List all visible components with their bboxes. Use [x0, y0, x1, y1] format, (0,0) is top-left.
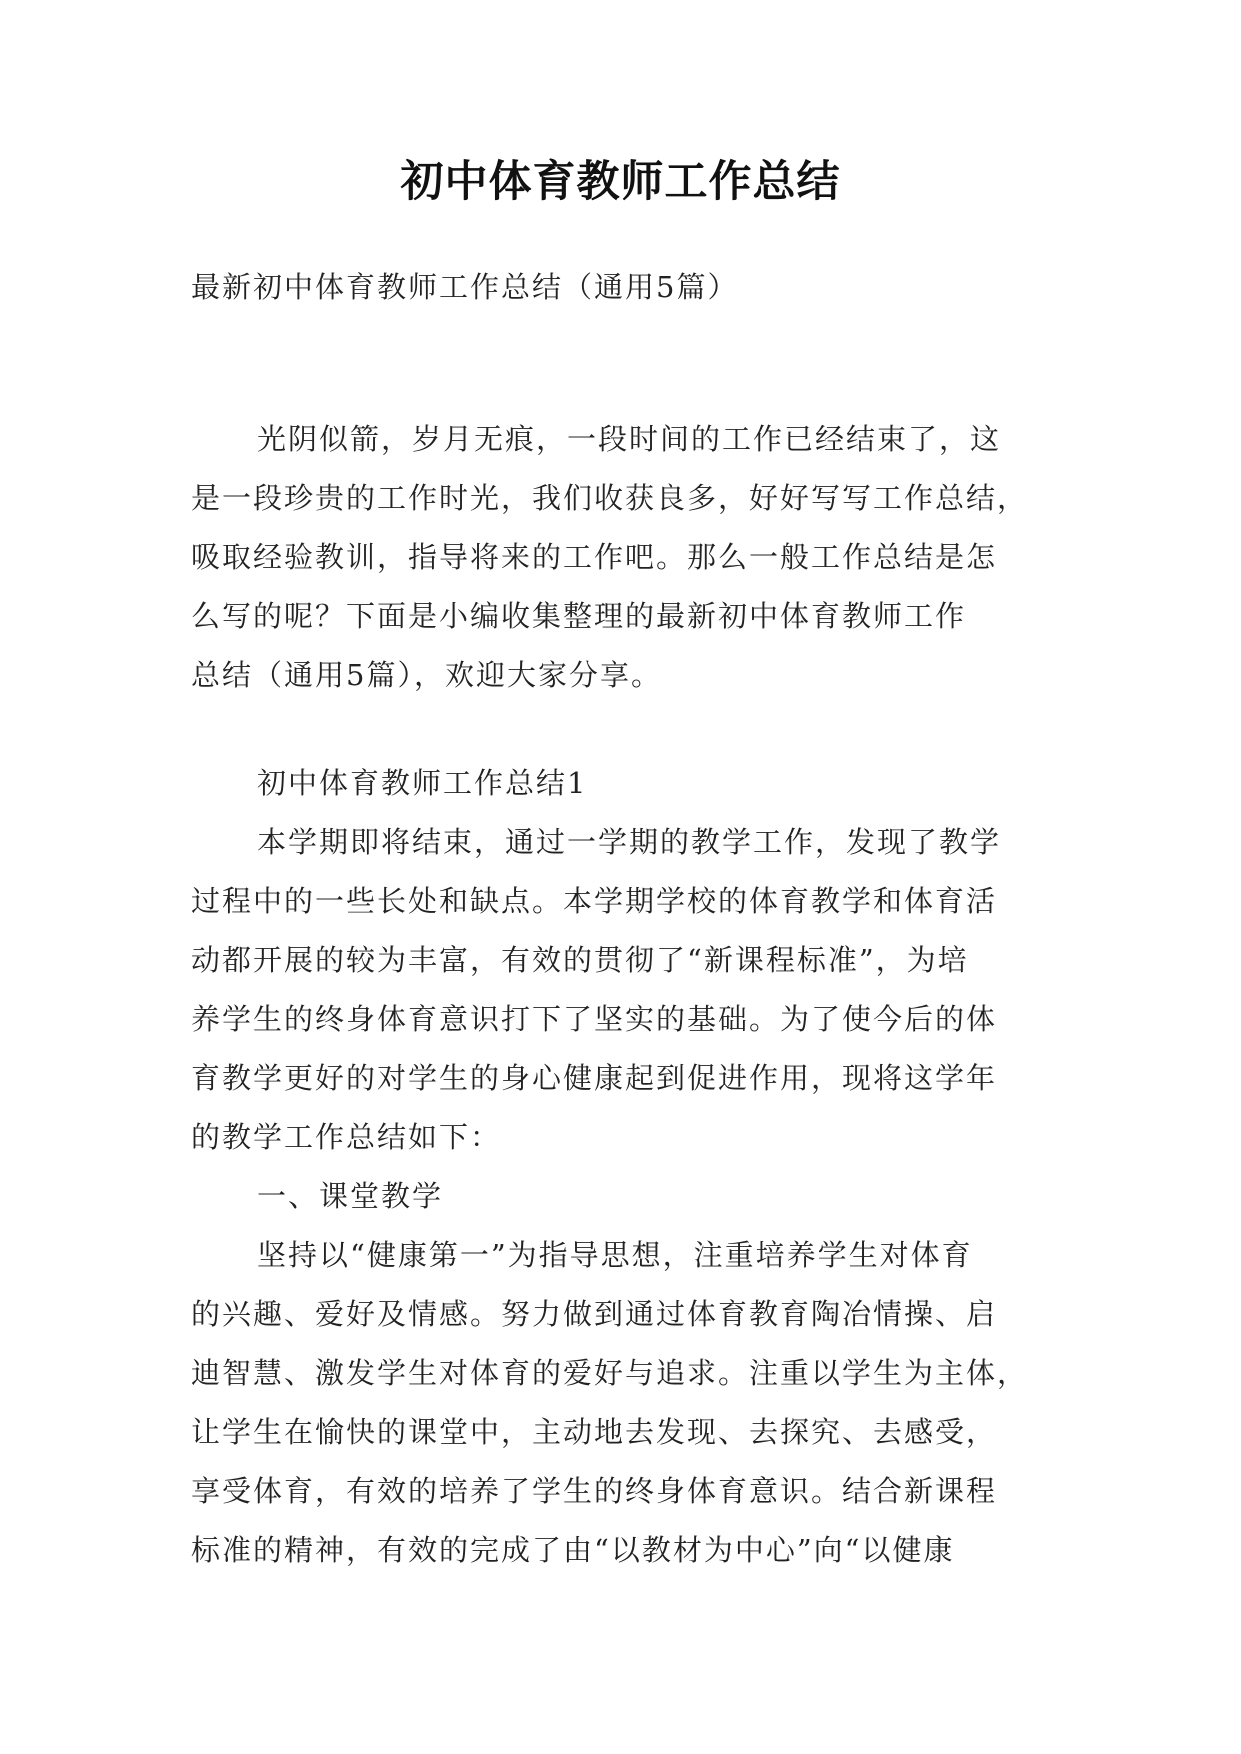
section-heading: 初中体育教师工作总结1: [257, 766, 588, 800]
paragraph-line: 让学生在愉快的课堂中，主动地去发现、去探究、去感受，: [191, 1415, 998, 1449]
paragraph-line: 么写的呢？下面是小编收集整理的最新初中体育教师工作: [191, 599, 967, 633]
paragraph-line: 的兴趣、爱好及情感。努力做到通过体育教育陶冶情操、启: [191, 1297, 998, 1331]
paragraph-line: 动都开展的较为丰富，有效的贯彻了“新课程标准”，为培: [191, 943, 969, 977]
paragraph-line: 是一段珍贵的工作时光，我们收获良多，好好写写工作总结，: [191, 481, 1029, 515]
paragraph-line: 养学生的终身体育意识打下了坚实的基础。为了使今后的体: [191, 1002, 998, 1036]
paragraph-line: 过程中的一些长处和缺点。本学期学校的体育教学和体育活: [191, 884, 998, 918]
paragraph-line: 的教学工作总结如下：: [191, 1120, 502, 1154]
paragraph-line: 迪智慧、激发学生对体育的爱好与追求。注重以学生为主体，: [191, 1356, 1029, 1390]
document-subtitle: 最新初中体育教师工作总结（通用5篇）: [191, 270, 739, 304]
paragraph-line: 标准的精神，有效的完成了由“以教材为中心”向“以健康: [191, 1533, 955, 1567]
body-text: [191, 754, 1051, 1580]
paragraph-line: 总结（通用5篇），欢迎大家分享。: [191, 658, 662, 692]
intro-paragraph: [191, 410, 1051, 705]
paragraph-line: 坚持以“健康第一”为指导思想，注重培养学生对体育: [257, 1238, 973, 1272]
paragraph-line: 享受体育，有效的培养了学生的终身体育意识。结合新课程: [191, 1474, 998, 1508]
paragraph-line: 光阴似箭，岁月无痕，一段时间的工作已经结束了，这: [257, 422, 1002, 456]
paragraph-line: 本学期即将结束，通过一学期的教学工作，发现了教学: [257, 825, 1002, 859]
document-title: 初中体育教师工作总结: [400, 157, 841, 207]
paragraph-line: 育教学更好的对学生的身心健康起到促进作用，现将这学年: [191, 1061, 998, 1095]
subsection-heading: 一、课堂教学: [257, 1179, 444, 1213]
paragraph-line: 吸取经验教训，指导将来的工作吧。那么一般工作总结是怎: [191, 540, 998, 574]
